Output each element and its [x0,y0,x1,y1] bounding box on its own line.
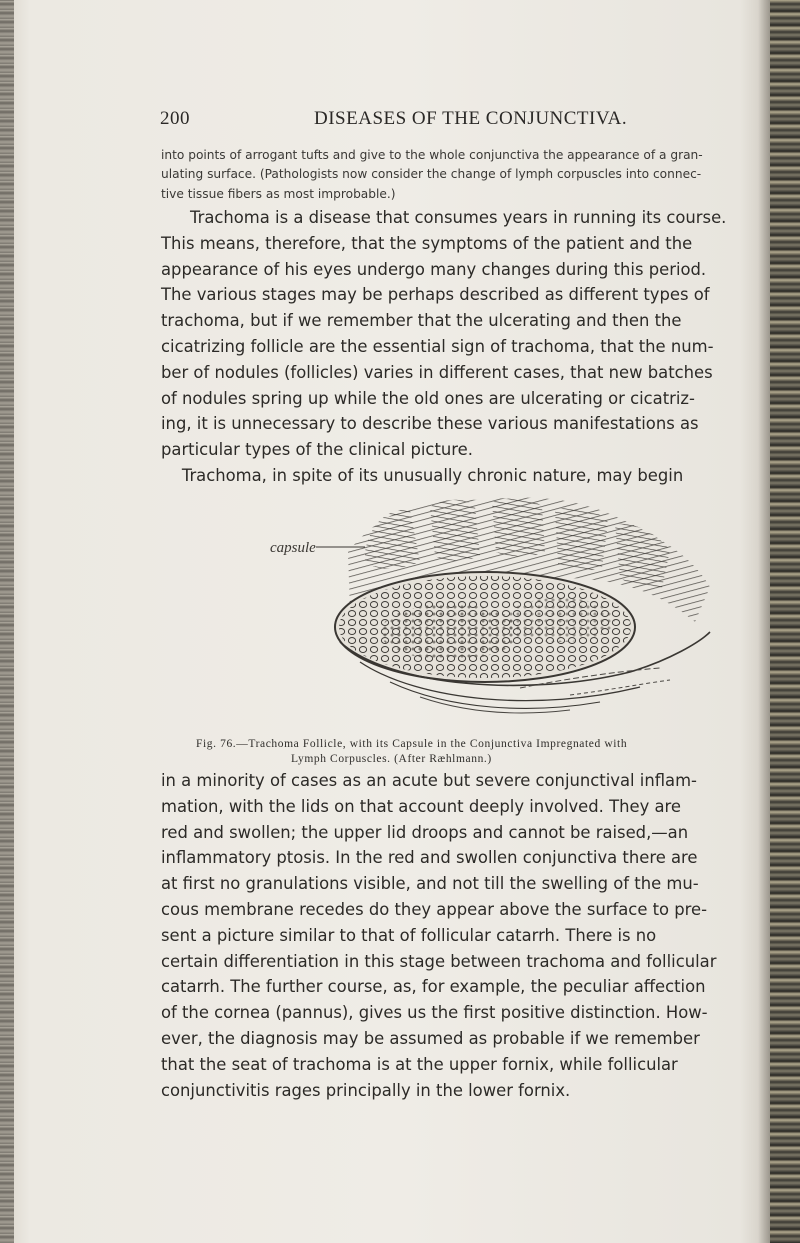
text-line: particular types of the clinical picture. [161,440,473,460]
caption-line-1: Fig. 76.—Trachoma Follicle, with its Capsule in the Conjunctiva Impregnated with [196,738,628,750]
left-page-edge [0,0,14,1243]
paragraph-trachoma-course [161,205,768,489]
text-line: trachoma, but if we remember that the ulcerating and then the [161,311,682,331]
follicle-illustration [270,492,740,717]
text-line: sent a picture similar to that of follicular catarrh. There is no [161,925,657,945]
text-line: at first no granulations visible, and not till the swelling of the mu- [161,874,699,894]
text-line: appearance of his eyes undergo many changes during this period. [161,259,707,279]
right-page-edge [770,0,800,1243]
small-print-paragraph [161,146,766,204]
text-line: Trachoma, in spite of its unusually chronic nature, may begin [161,465,684,485]
text-line: in a minority of cases as an acute but severe conjunctival inflam- [161,771,697,790]
capsule-label: capsule [270,540,316,556]
text-line: into points of arrogant tufts and give to the whole conjunctiva the appearance of a gran- [161,148,703,162]
text-line: certain differentiation in this stage between trachoma and follicular [161,951,717,971]
text-line: catarrh. The further course, as, for example, the peculiar affection [161,977,706,997]
figure-caption [196,737,756,766]
text-line: ulating surface. (Pathologists now consider the change of lymph corpuscles into connec- [161,167,702,182]
paragraph-acute-onset [161,768,768,1103]
text-line: ing, it is unnecessary to describe these various manifestations as [161,414,699,434]
text-line: ever, the diagnosis may be assumed as probable if we remember [161,1028,700,1048]
text-line: of nodules spring up while the old ones are ulcerating or cicatriz- [161,388,695,408]
text-line: tive tissue fibers as most improbable.) [161,186,396,201]
page-number: 200 [160,108,190,129]
text-line: cous membrane recedes do they appear above the surface to pre- [161,899,708,919]
text-line: ber of nodules (follicles) varies in different cases, that new batches [161,362,713,382]
text-line: cicatrizing follicle are the essential sign of trachoma, that the num- [161,336,714,356]
text-line: Trachoma is a disease that consumes years in running its course. [190,208,727,227]
text-line: The various stages may be perhaps described as different types of [161,285,710,305]
figure-trachoma-follicle [270,492,740,717]
text-line: red and swollen; the upper lid droops and cannot be raised,—an [161,822,689,842]
text-line: conjunctivitis rages principally in the lower fornix. [161,1080,571,1100]
text-line: This means, therefore, that the symptoms of the patient and the [161,233,693,253]
running-title: DISEASES OF THE CONJUNCTIVA. [314,108,628,129]
text-line: of the cornea (pannus), gives us the first positive distinction. How- [161,1003,708,1023]
text-line: that the seat of trachoma is at the upper fornix, while follicular [161,1054,678,1074]
text-line: inflammatory ptosis. In the red and swollen conjunctiva there are [161,848,698,868]
page-header [160,108,760,130]
caption-line-2: Lymph Corpuscles. (After Ræhlmann.) [291,752,492,765]
text-line: mation, with the lids on that account deeply involved. They are [161,796,681,816]
